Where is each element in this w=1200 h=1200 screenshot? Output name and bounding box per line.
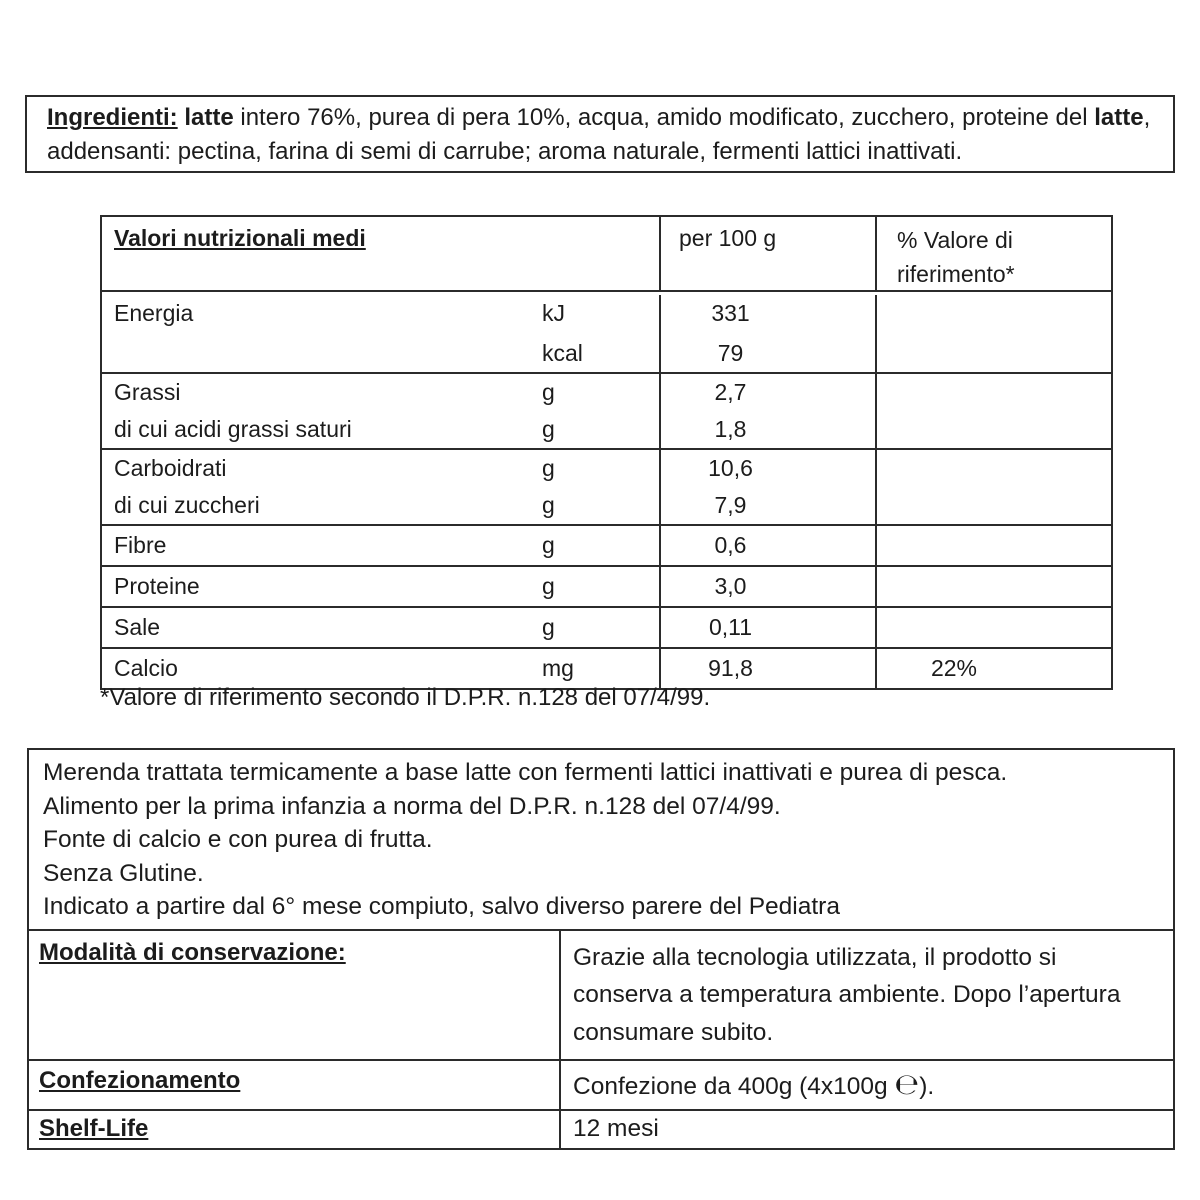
nutrient-value: 0,11	[659, 608, 877, 647]
ingredients-allergen: latte	[184, 104, 234, 131]
storage-row	[29, 929, 1173, 1060]
description-line: Alimento per la prima infanzia a norma del D.P.R. n.128 del 07/4/99.	[43, 792, 781, 820]
nutrient-unit: g	[542, 532, 555, 558]
shelf-life-label: Shelf-Life	[39, 1115, 149, 1142]
header-title: Valori nutrizionali medi	[114, 225, 366, 251]
nutrient-percent	[877, 411, 1111, 448]
nutrient-label: Carboidrati	[114, 455, 227, 481]
nutrient-label: Proteine	[114, 573, 200, 599]
table-header-row	[102, 217, 1111, 290]
nutrient-unit: g	[542, 416, 555, 442]
nutrient-value: 79	[659, 335, 877, 372]
packaging-text: ).	[919, 1073, 935, 1100]
nutrient-label: Grassi	[114, 379, 181, 405]
ingredients-text: , addensanti: pectina, farina di semi di carrube; aroma naturale, fermenti lattici inattivati.	[47, 104, 1151, 165]
table-row	[102, 487, 1111, 524]
description-line: Indicato a partire dal 6° mese compiuto, salvo diverso parere del Pediatra	[43, 893, 840, 920]
nutrient-value: 0,6	[659, 526, 877, 565]
packaging-label: Confezionamento	[39, 1067, 241, 1094]
shelf-life-value: 12 mesi	[559, 1111, 1173, 1148]
packaging-value	[559, 1061, 1173, 1109]
description-line: Merenda trattata termicamente a base latte con fermenti lattici inattivati e purea di pesca.	[43, 759, 1008, 786]
description-line: Senza Glutine.	[43, 859, 204, 887]
ingredients-label: Ingredienti:	[47, 104, 178, 131]
storage-label: Modalità di conservazione:	[39, 938, 346, 966]
header-reference-cell: % Valore di riferimento*	[897, 227, 1015, 287]
nutrient-label: Calcio	[114, 655, 178, 681]
nutrient-label: Energia	[114, 300, 194, 326]
nutrient-percent	[877, 487, 1111, 524]
ingredients-box	[25, 95, 1175, 173]
nutrient-percent	[877, 374, 1111, 411]
nutrient-percent	[877, 450, 1111, 487]
header-per100-cell: per 100 g	[659, 217, 877, 290]
nutrient-value: 2,7	[659, 374, 877, 411]
table-row	[102, 565, 1111, 606]
shelf-life-row	[29, 1109, 1173, 1148]
nutrient-unit: g	[542, 492, 555, 518]
product-description	[29, 750, 1173, 929]
description-line: Fonte di calcio e con purea di frutta.	[43, 826, 433, 853]
ingredients-text: intero 76%, purea di pera 10%, acqua, amido modificato, zucchero, proteine del	[233, 104, 1095, 131]
storage-value	[559, 931, 1173, 1060]
nutrient-unit: mg	[542, 655, 574, 681]
nutrient-value: 1,8	[659, 411, 877, 448]
product-info-box	[27, 748, 1175, 1150]
table-row	[102, 335, 1111, 372]
nutrient-label: Fibre	[114, 532, 167, 558]
nutrient-unit: kJ	[542, 300, 565, 326]
nutrient-unit: g	[542, 379, 555, 405]
table-row	[102, 524, 1111, 565]
packaging-row	[29, 1059, 1173, 1109]
nutrient-percent	[877, 608, 1111, 647]
nutrient-percent: 22%	[930, 655, 978, 681]
ingredients-allergen: latte	[1094, 104, 1144, 131]
nutrient-percent	[877, 567, 1111, 606]
nutrition-table	[100, 215, 1113, 690]
storage-value-line: conserva a temperatura ambiente. Dopo l’apertura	[573, 981, 1121, 1008]
header-name-cell	[102, 217, 659, 290]
nutrient-unit: g	[542, 455, 555, 481]
nutrient-value: 91,8	[659, 649, 877, 688]
table-row	[102, 372, 1111, 411]
nutrient-unit: g	[542, 573, 555, 599]
nutrient-value: 10,6	[659, 450, 877, 487]
table-row	[102, 606, 1111, 647]
storage-value-line: Grazie alla tecnologia utilizzata, il prodotto si	[573, 943, 1057, 971]
table-row	[102, 647, 1111, 688]
nutrient-label: di cui zuccheri	[114, 492, 260, 518]
nutrient-value: 3,0	[659, 567, 877, 606]
nutrient-label: di cui acidi grassi saturi	[114, 416, 352, 442]
nutrient-unit: kcal	[542, 340, 583, 366]
nutrient-label	[102, 335, 542, 372]
nutrient-percent	[877, 295, 1111, 335]
table-row	[102, 290, 1111, 335]
estimated-sign: ℮	[894, 1067, 920, 1101]
reference-footnote: *Valore di riferimento secondo il D.P.R. n.128 del 07/4/99.	[100, 684, 711, 711]
table-row	[102, 448, 1111, 487]
nutrient-value: 7,9	[659, 487, 877, 524]
nutrient-percent	[877, 526, 1111, 565]
packaging-text: Confezione da 400g (4x100g	[573, 1073, 895, 1100]
storage-value-line: consumare subito.	[573, 1018, 774, 1046]
nutrient-unit: g	[542, 614, 555, 640]
nutrient-label: Sale	[114, 614, 161, 640]
table-row	[102, 411, 1111, 448]
nutrient-value: 331	[659, 295, 877, 335]
nutrient-percent	[877, 335, 1111, 372]
